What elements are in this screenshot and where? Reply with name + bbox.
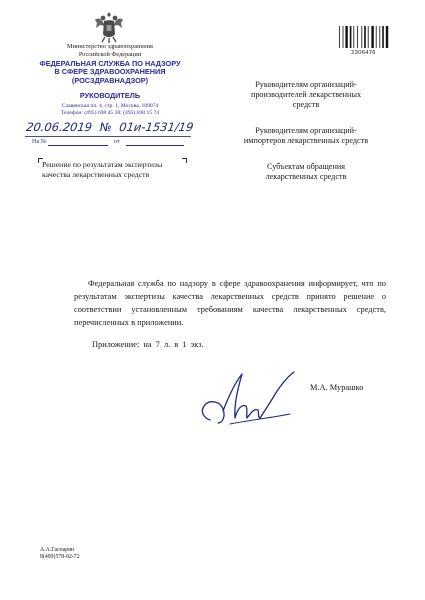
agency-line: (РОСЗДРАВНАДЗОР)	[71, 75, 149, 85]
recipient-line: средств	[292, 100, 320, 110]
subject-line: качества лекарственных средств	[42, 170, 150, 179]
agency-address	[34, 103, 186, 116]
ministry-line: Российской Федерации	[78, 50, 142, 58]
phone-line: Телефон: (495) 698 45 38; (495) 698 15 74	[60, 109, 160, 116]
reference-line	[32, 137, 192, 147]
recipient-block	[226, 126, 386, 146]
recipient-line: Руководителям организаций-	[255, 80, 357, 89]
signer-name: М.А. Мурашко	[310, 383, 364, 392]
coat-of-arms-emblem	[92, 8, 126, 46]
recipient-line: Субъектам обращения	[267, 162, 345, 171]
reference-from-label: от	[114, 138, 120, 145]
executor-name: А.А.Гаспарян	[40, 547, 74, 553]
ministry-name	[40, 43, 180, 58]
address-line: Славянская пл. 4, стр. 1, Москва, 109074	[61, 103, 159, 109]
letter-subject	[42, 160, 182, 180]
agency-line: В СФЕРЕ ЗДРАВООХРАНЕНИЯ	[54, 67, 166, 77]
recipient-line: лекарственных средств	[265, 172, 347, 182]
registration-number: 01и-1531/19	[118, 120, 195, 134]
recipient-line: Руководителям организаций-	[255, 126, 357, 135]
subject-corner-right	[182, 158, 187, 163]
barcode-number: 2306476	[351, 50, 376, 56]
executor-info	[40, 547, 160, 562]
executor-phone: 8(499)578-02-72	[40, 554, 80, 561]
letter-body	[74, 277, 386, 329]
agency-line: ФЕДЕРАЛЬНАЯ СЛУЖБА ПО НАДЗОРУ	[39, 59, 181, 68]
ministry-line: Министерство здравоохранения	[67, 43, 153, 50]
recipient-line: производителей лекарственных	[250, 90, 362, 100]
agency-name	[38, 60, 182, 85]
reference-label: На №	[32, 138, 47, 145]
recipient-block	[226, 162, 386, 182]
barcode	[338, 26, 389, 48]
reference-date-blank	[126, 145, 184, 146]
body-paragraph: Федеральная служба по надзору в сфере здравоохранения информирует, что по результатам экспертизы качества лекарственных средств принято решение о соответствии установленным требованиям качества лекарственных средств, перечисленных в приложении.	[74, 279, 386, 327]
number-sign: №	[98, 120, 113, 134]
subject-line: Решение по результатам экспертизы	[42, 160, 163, 169]
registration-date: 20.06.2019	[25, 120, 94, 134]
recipient-line: импортеров лекарственных средств	[243, 136, 369, 146]
handwritten-signature	[190, 368, 320, 430]
department-title: РУКОВОДИТЕЛЬ	[79, 91, 141, 100]
registration-stamp	[25, 120, 193, 137]
attachment-note: Приложение: на 7 л. в 1 экз.	[92, 340, 204, 349]
reference-number-blank	[48, 145, 108, 146]
recipient-block	[226, 80, 386, 111]
